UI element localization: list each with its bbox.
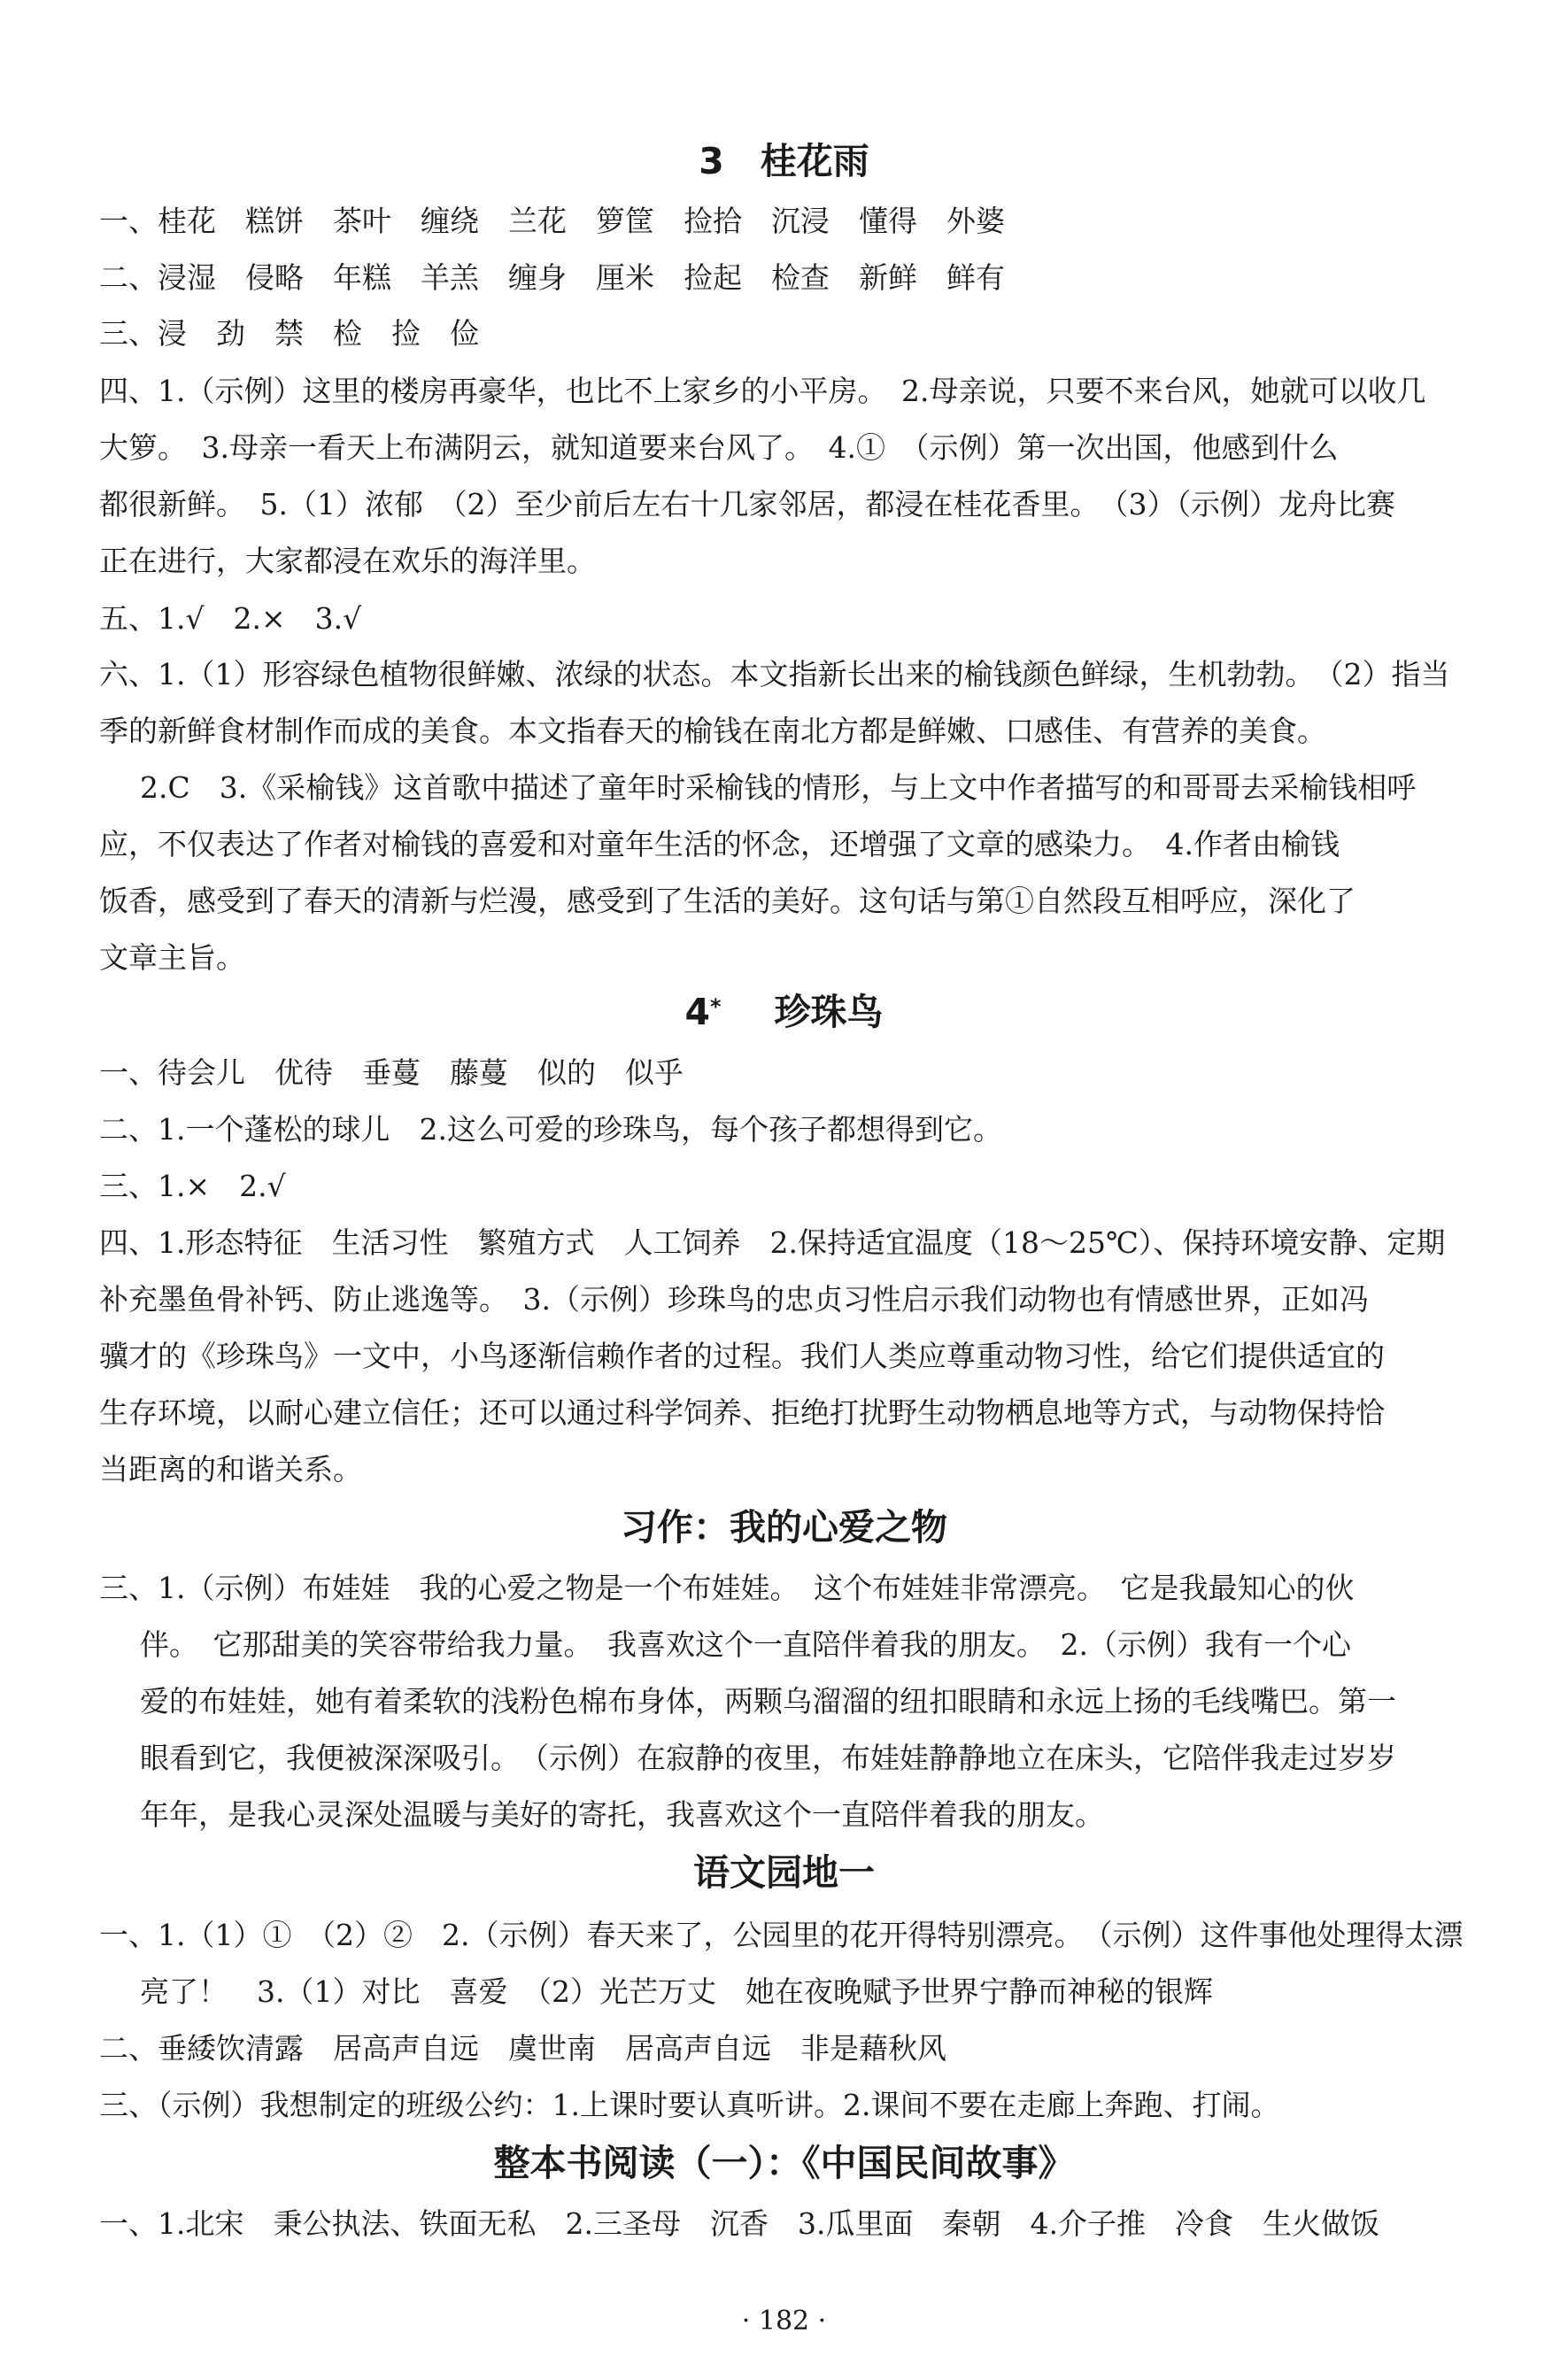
section-title-yuwen-yuandi: 语文园地一 <box>693 1851 875 1894</box>
answer-line: 饭香，感受到了春天的清新与烂漫，感受到了生活的美好。这句话与第①自然段互相呼应，深化了 <box>99 884 1356 918</box>
answer-line: 一、1.（1）① （2）② 2.（示例）春天来了，公园里的花开得特别漂亮。 （示例）这件事他处理得太漂 <box>99 1918 1464 1952</box>
answer-line: 眼看到它，我便被深深吸引。 （示例）在寂静的夜里，布娃娃静静地立在床头，它陪伴我走过岁岁 <box>140 1741 1396 1775</box>
answer-line: 三、浸 劲 禁 检 捡 俭 <box>99 316 479 351</box>
answer-line: 四、1.形态特征 生活习性 繁殖方式 人工饲养 2.保持适宜温度（18～25℃）、保持环境安静、定期 <box>99 1225 1446 1260</box>
section-title-zhengbenshu: 整本书阅读（一）：《中国民间故事》 <box>493 2142 1075 2184</box>
answer-line: 六、1.（1）形容绿色植物很鲜嫩、浓绿的状态。本文指新长出来的榆钱颜色鲜绿，生机勃勃。 （2）指当 <box>99 657 1450 691</box>
answer-line: 二、1.一个蓬松的球儿 2.这么可爱的珍珠鸟，每个孩子都想得到它。 <box>99 1112 1002 1147</box>
section-title-xizuo: 习作：我的心爱之物 <box>621 1506 947 1549</box>
answer-line: 三、1.（示例）布娃娃 我的心爱之物是一个布娃娃。 这个布娃娃非常漂亮。 它是我最知心的伙 <box>99 1571 1355 1605</box>
answer-line: 五、1.√ 2.× 3.√ <box>99 601 362 636</box>
answer-line: 一、1.北宋 秉公执法、铁面无私 2.三圣母 沉香 3.瓜里面 秦朝 4.介子推 冷食 生火做饭 <box>99 2206 1379 2241</box>
section-number: 4 <box>684 991 710 1033</box>
answer-line: 骥才的《珍珠鸟》一文中，小鸟逐渐信赖作者的过程。我们人类应尊重动物习性，给它们提供适宜的 <box>99 1339 1385 1373</box>
answer-line: 当距离的和谐关系。 <box>99 1452 362 1487</box>
section-title-guihuayu: 3 桂花雨 <box>699 140 869 182</box>
answer-line: 四、1.（示例）这里的楼房再豪华，也比不上家乡的小平房。 2.母亲说，只要不来台风，她就可以收几 <box>99 374 1426 408</box>
answer-line: 亮了！ 3.（1）对比 喜爱 （2）光芒万丈 她在夜晚赋予世界宁静而神秘的银辉 <box>140 1974 1213 2009</box>
answer-line: 爱的布娃娃，她有着柔软的浅粉色棉布身体，两颗乌溜溜的纽扣眼睛和永远上扬的毛线嘴巴。第一 <box>140 1684 1396 1719</box>
answer-line: 一、桂花 糕饼 茶叶 缠绕 兰花 箩筐 捡拾 沉浸 懂得 外婆 <box>99 204 1005 238</box>
answer-line: 大箩。 3.母亲一看天上布满阴云，就知道要来台风了。 4.① （示例）第一次出国，他感到什么 <box>99 430 1339 465</box>
answer-line: 应，不仅表达了作者对榆钱的喜爱和对童年生活的怀念，还增强了文章的感染力。 4.作者由榆钱 <box>99 827 1340 861</box>
answer-line: 一、待会儿 优待 垂蔓 藤蔓 似的 似乎 <box>99 1055 684 1090</box>
answer-line: 2.C 3.《采榆钱》这首歌中描述了童年时采榆钱的情形，与上文中作者描写的和哥哥去采榆钱相呼 <box>140 770 1417 805</box>
section-title-zhenzhuniao <box>0 990 1568 1034</box>
answer-line: 季的新鲜食材制作而成的美食。本文指春天的榆钱在南北方都是鲜嫩、口感佳、有营养的美食。 <box>99 714 1326 748</box>
answer-line: 补充墨鱼骨补钙、防止逃逸等。 3.（示例）珍珠鸟的忠贞习性启示我们动物也有情感世界，正如冯 <box>99 1282 1369 1317</box>
answer-line: 三、（示例）我想制定的班级公约：1.上课时要认真听讲。2.课间不要在走廊上奔跑、打闹。 <box>99 2088 1280 2122</box>
answer-line: 二、垂緌饮清露 居高声自远 虞世南 居高声自远 非是藉秋风 <box>99 2031 946 2066</box>
answer-line: 年年，是我心灵深处温暖与美好的寄托，我喜欢这个一直陪伴着我的朋友。 <box>140 1797 1104 1832</box>
answer-line: 文章主旨。 <box>99 940 245 975</box>
answer-line: 二、浸湿 侵略 年糕 羊羔 缠身 厘米 捡起 检查 新鲜 鲜有 <box>99 260 1005 295</box>
optional-lesson-mark: * <box>709 994 722 1019</box>
answer-line: 都很新鲜。 5.（1）浓郁 （2）至少前后左右十几家邻居，都浸在桂花香里。 （3）（示例）龙舟比赛 <box>99 487 1395 521</box>
answer-line: 三、1.× 2.√ <box>99 1169 286 1203</box>
answer-line: 生存环境，以耐心建立信任；还可以通过科学饲养、拒绝打扰野生动物栖息地等方式，与动物保持恰 <box>99 1395 1385 1430</box>
answer-line: 伴。 它那甜美的笑容带给我力量。 我喜欢这个一直陪伴着我的朋友。 2.（示例）我有一个心 <box>140 1627 1351 1662</box>
page-number: · 182 · <box>741 2306 827 2337</box>
answer-line: 正在进行，大家都浸在欢乐的海洋里。 <box>99 544 596 578</box>
section-title-text: 珍珠鸟 <box>774 991 884 1033</box>
